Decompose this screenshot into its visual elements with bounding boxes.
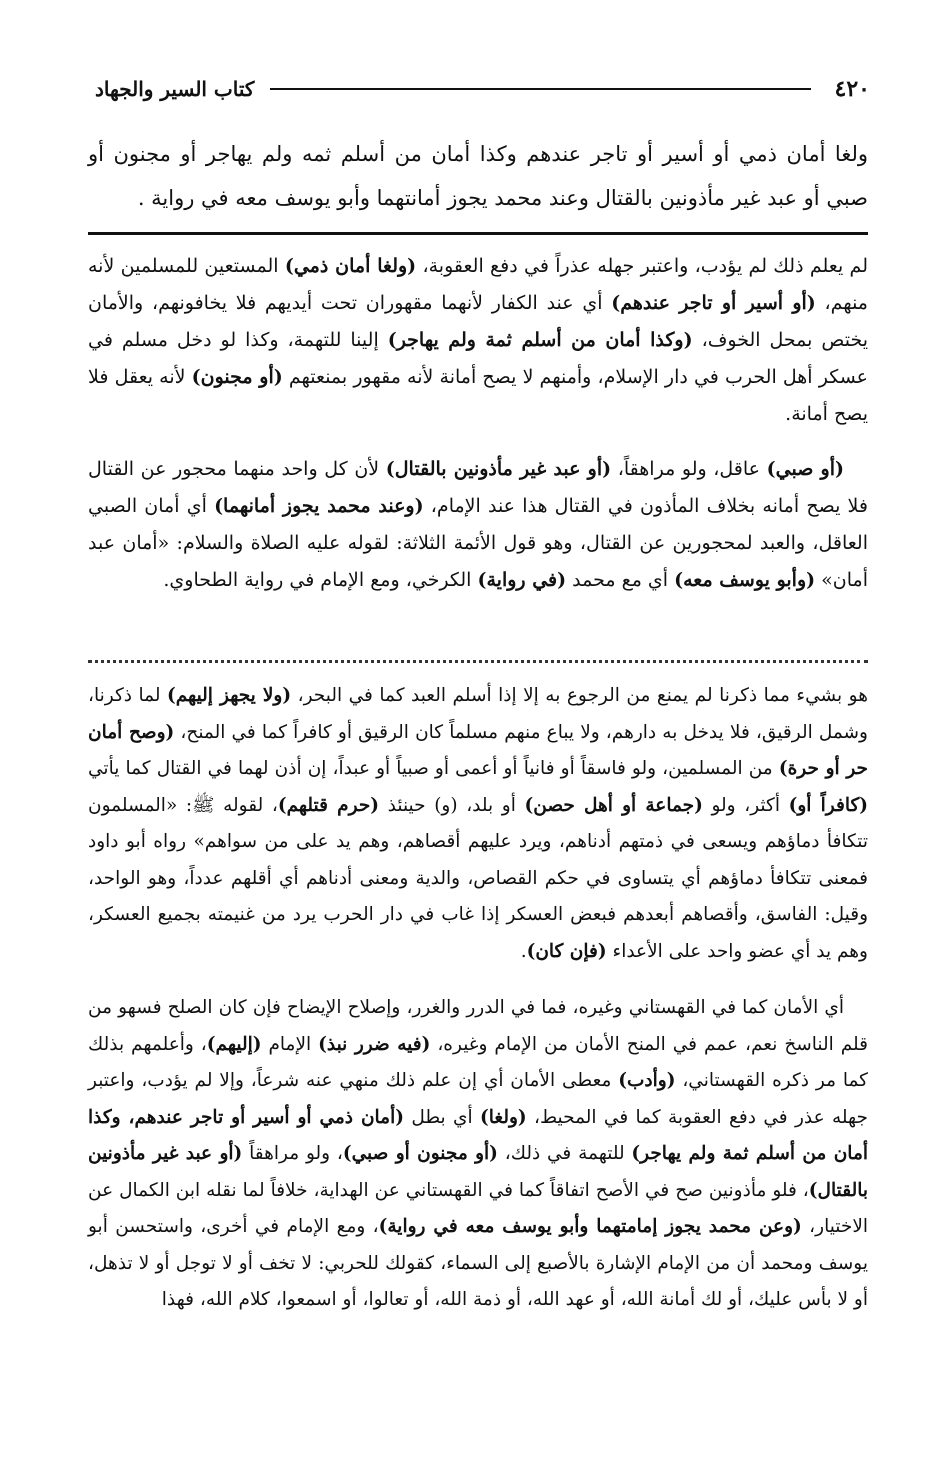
footnote-commentary bbox=[88, 678, 868, 1339]
quoted-text: (ولا يجهز إليهم) bbox=[166, 685, 292, 706]
main-text bbox=[88, 132, 868, 220]
main-text-separator bbox=[88, 232, 868, 235]
text-run: ، لقوله ﷺ: «المسلمون تتكافأ دماؤهم ويسعى في ذمتهم أدناهم، ويرد عليهم أقصاهم، وهم يد على من سواهم» رواه أبو داود فمعنى تتكافأ دماؤهم أي يتساوى في حكم القصاص، والدية ومعنى أدناهم أي أقلهم عدداً، وهو الواحد، وقيل: الفاسق، وأقصاهم أبعدهم فبعض العسكر إذا غاب في دار الحرب يرد من غنيمته بجميع العسكر، وهم يد أي عضو واحد على الأعداء bbox=[88, 794, 868, 962]
text-run: لم يعلم ذلك لم يؤدب، واعتبر جهله عذراً في دفع العقوبة، bbox=[416, 255, 868, 277]
commentary-paragraph-2 bbox=[88, 451, 868, 599]
text-run: الإمام bbox=[261, 1033, 319, 1055]
text-run: من المسلمين، ولو فاسقاً أو فانياً أو أعمى أو صبياً أو عبداً، إن أذن لهما في القتال كما يأتي bbox=[88, 758, 779, 779]
text-run: أي عند الكفار لأنهما مقهوران تحت أيديهم فلا يخافونهم، والأمان يختص بمحل الخوف، bbox=[88, 292, 868, 351]
commentary bbox=[88, 248, 868, 617]
page-header bbox=[95, 72, 870, 106]
quoted-text: (جماعة أو أهل حصن) bbox=[524, 794, 703, 816]
text-run: ، فلو مأذونين صح في الأصح اتفاقاً كما في القهستاني عن الهداية، خلافاً لما نقله ابن الكمال عن الاختيار، bbox=[88, 1179, 869, 1237]
quoted-text: (وعن محمد يجوز إمامتهما وأبو يوسف معه في رواية) bbox=[378, 1216, 802, 1237]
quoted-text: (وأدب) bbox=[618, 1070, 676, 1091]
main-text-body: ولغا أمان ذمي أو أسير أو تاجر عندهم وكذا أمان من أسلم ثمه ولم يهاجر أو مجنون أو صبي أو عبد غير مأذونين بالقتال وعند محمد يجوز أمانتهما وأبو يوسف معه في رواية . bbox=[88, 142, 869, 210]
text-run: لما ذكرنا، وشمل الرقيق، فلا يدخل به دارهم، ولا يباع منهم مسلماً كان الرقيق أو كافراً كما في المنح، bbox=[88, 685, 868, 743]
book-title: كتاب السير والجهاد bbox=[95, 77, 255, 101]
text-run: المستعين للمسلمين لأنه منهم، bbox=[88, 255, 868, 314]
text-run: لأن كل واحد منهما محجور عن القتال فلا يصح أمانه بخلاف المأذون في القتال هذا عند الإمام، bbox=[88, 458, 868, 517]
quoted-text: (فيه ضرر نبذ) bbox=[318, 1033, 431, 1055]
quoted-text: (كافراً أو) bbox=[788, 794, 869, 816]
quoted-text: (ولغا) bbox=[480, 1106, 527, 1128]
quoted-text: (وصح أمان حر أو حرة) bbox=[88, 721, 868, 779]
header-rule bbox=[270, 88, 810, 90]
quoted-text: (حرم قتلهم) bbox=[277, 794, 380, 816]
footnote-separator bbox=[88, 660, 868, 663]
quoted-text: (أو عبد غير مأذونين بالقتال) bbox=[385, 458, 612, 480]
quoted-text: (أو صبي) bbox=[766, 458, 844, 480]
quoted-text: (في رواية) bbox=[477, 569, 567, 591]
text-run: للتهمة في ذلك، bbox=[497, 1143, 632, 1164]
quoted-text: (وكذا أمان من أسلم ثمة ولم يهاجر) bbox=[387, 329, 693, 351]
text-run: ، ولو مراهقاً bbox=[242, 1143, 343, 1164]
quoted-text: (وعند محمد يجوز أمانهما) bbox=[214, 495, 424, 517]
text-run: أو بلد، (و) حينئذ bbox=[379, 794, 525, 816]
text-run: أي بطل bbox=[403, 1106, 481, 1128]
quoted-text: (وأبو يوسف معه) bbox=[674, 569, 816, 591]
quoted-text: (أو أسير أو تاجر عندهم) bbox=[611, 292, 816, 314]
quoted-text: (فإن كان) bbox=[526, 940, 607, 962]
text-run: . bbox=[520, 940, 527, 962]
page-number: ٤٢٠ bbox=[834, 76, 870, 102]
footnote-paragraph-1 bbox=[88, 678, 868, 970]
footnote-paragraph-2 bbox=[88, 990, 868, 1319]
text-run: ، وأعلمهم بذلك كما مر ذكره القهستاني، bbox=[88, 1033, 868, 1091]
text-run: أي أمان الصبي العاقل، والعبد لمحجورين عن القتال، وهو قول الأئمة الثلاثة: لقوله عليه الصلاة والسلام: «أمان عبد أمان» bbox=[88, 495, 868, 591]
text-run: لأنه يعقل فلا يصح أمانة. bbox=[88, 366, 868, 425]
quoted-text: (أمان ذمي أو أسير أو تاجر عندهم، وكذا أمان من أسلم ثمة ولم يهاجر) bbox=[88, 1106, 868, 1164]
quoted-text: (إليهم) bbox=[206, 1033, 262, 1055]
text-run: الكرخي، ومع الإمام في رواية الطحاوي. bbox=[163, 569, 478, 591]
commentary-paragraph-1 bbox=[88, 248, 868, 433]
quoted-text: (أو مجنون) bbox=[191, 366, 283, 388]
text-run: أي مع محمد bbox=[566, 569, 675, 591]
text-run: ، ومع الإمام في أخرى، واستحسن أبو يوسف ومحمد أن من الإمام الإشارة بالأصبع إلى السماء، كقولك للحربي: لا تخف أو لا توجل أو لا تذهل، أو لا بأس عليك، أو لك أمانة الله، أو عهد الله، أو ذمة الله، أو تعالوا، أو اسمعوا، كلام الله، فهذا bbox=[88, 1216, 868, 1310]
text-run: هو بشيء مما ذكرنا لم يمنع من الرجوع به إلا إذا أسلم العبد كما في البحر، bbox=[291, 685, 868, 706]
quoted-text: (أو مجنون أو صبي) bbox=[342, 1143, 498, 1164]
quoted-text: (ولغا أمان ذمي) bbox=[284, 255, 417, 277]
text-run: عاقل، ولو مراهقاً، bbox=[611, 458, 767, 480]
text-run: معطى الأمان أي إن علم ذلك منهي عنه شرعاً، وإلا لم يؤدب، واعتبر جهله عذر في دفع العقوبة كما في المحيط، bbox=[88, 1070, 868, 1128]
quoted-text: (أو عبد غير مأذونين بالقتال) bbox=[88, 1143, 868, 1201]
text-run: أكثر، ولو bbox=[702, 794, 789, 816]
text-run: أي الأمان كما في القهستاني وغيره، فما في الدرر والغرر، وإصلاح الإيضاح فإن كان الصلح فسهو من قلم الناسخ نعم، عمم في المنح الأمان من الإمام وغيره، bbox=[88, 997, 869, 1055]
text-run: إلينا للتهمة، وكذا لو دخل مسلم في عسكر أهل الحرب في دار الإسلام، وأمنهم لا يصح أمانة لأنه مقهور بمنعتهم bbox=[88, 329, 868, 388]
